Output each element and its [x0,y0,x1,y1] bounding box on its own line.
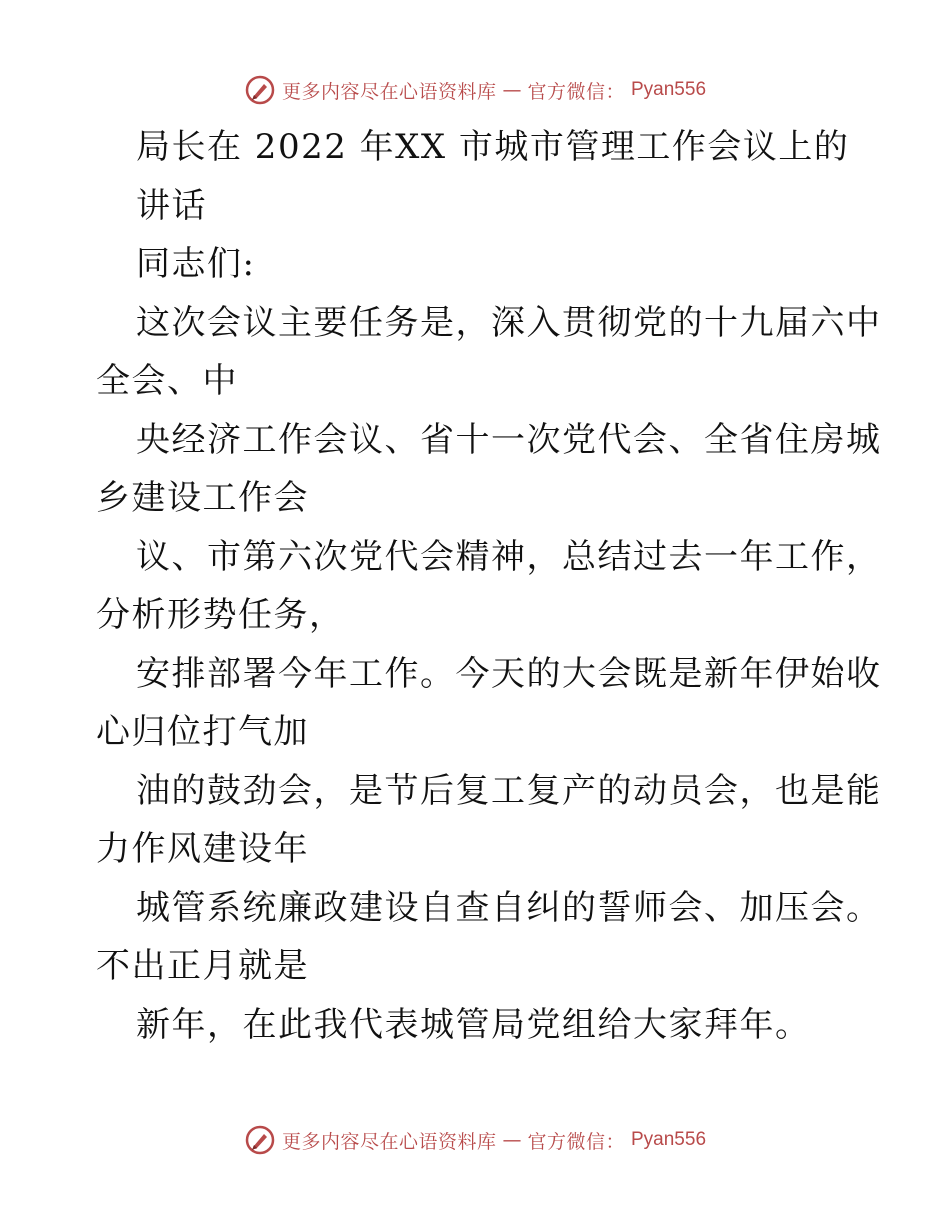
banner-title: 更多内容尽在心语资料库 [281,80,497,103]
paragraph-line: 城管系统廉政建设自查自纠的誓师会、加压会。 [136,887,882,928]
paragraph-line: 不出正月就是 [96,946,309,986]
document-body [96,118,882,1054]
pen-logo-icon [244,1124,276,1156]
banner-account: Pyan556 [631,79,707,100]
banner-suffix: 官方微信： [527,80,625,103]
header-banner [0,70,950,110]
paragraph-line: 心归位打气加 [96,712,309,752]
paragraph-line: 分析形势任务， [96,595,345,635]
paragraph-line: 全会、中 [96,361,238,401]
salutation: 同志们: [136,244,256,284]
banner-dash: — [502,79,522,101]
banner-suffix: 官方微信： [527,1130,625,1153]
paragraph-line: 力作风建设年 [96,829,309,869]
paragraph-line: 油的鼓劲会，是节后复工复产的动员会，也是能 [136,770,882,811]
paragraph-line: 新年，在此我代表城管局党组给大家拜年。 [136,1004,811,1045]
paragraph-line: 这次会议主要任务是，深入贯彻党的十九届六中 [136,302,882,343]
paragraph-line: 央经济工作会议、省十一次党代会、全省住房城 [136,419,882,460]
paragraph-line: 安排部署今年工作。今天的大会既是新年伊始收 [136,653,882,694]
doc-title-line-1: 局长在 2022 年XX 市城市管理工作会议上的 [136,127,850,167]
paragraph-line: 议、市第六次党代会精神，总结过去一年工作， [136,536,882,577]
paragraph-line: 乡建设工作会 [96,478,309,518]
banner-dash: — [502,1129,522,1151]
footer-banner [0,1120,950,1160]
pen-logo-icon [244,74,276,106]
doc-title-line-2: 讲话 [136,185,207,226]
banner-account: Pyan556 [631,1129,707,1150]
banner-title: 更多内容尽在心语资料库 [281,1130,497,1153]
